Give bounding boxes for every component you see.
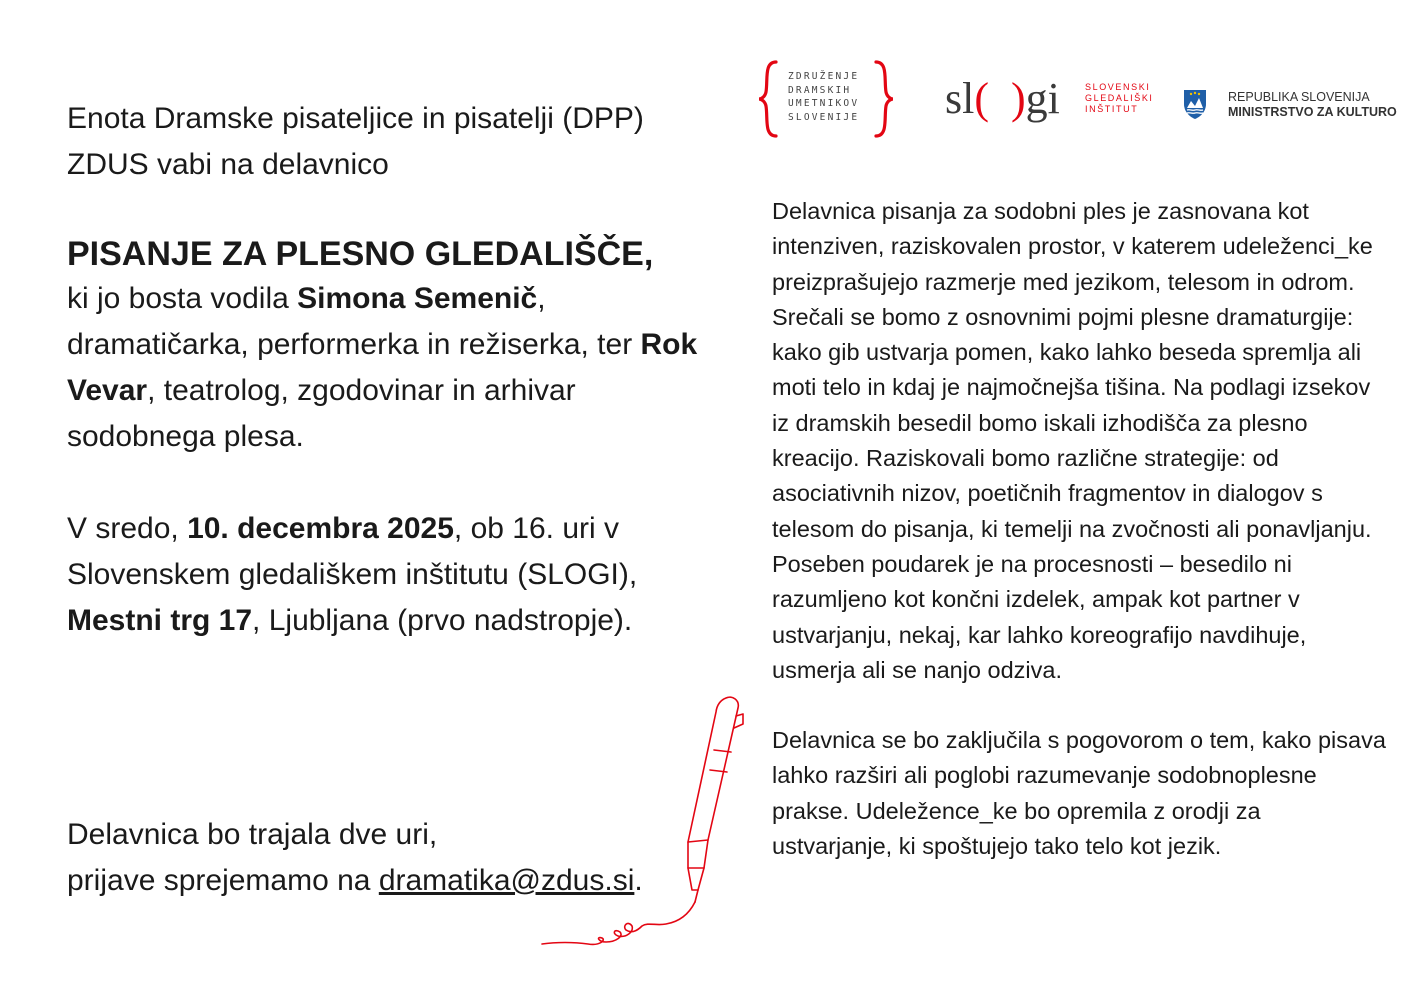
duration-text: Delavnica bo trajala dve uri,: [67, 818, 438, 851]
slogi-sub-line: INŠTITUT: [1085, 104, 1139, 114]
coat-of-arms-icon: [1182, 88, 1208, 120]
slogi-subtitle: [1085, 82, 1154, 115]
leaders-pre: ki jo bosta vodila: [67, 282, 298, 315]
republika-slovenija-logo: [1182, 88, 1397, 128]
event-date: 10. decembra 2025: [187, 512, 454, 545]
leaders-mid: , dramatičarka, performerka in režiserka, ter: [67, 282, 641, 361]
leaders-text: [67, 276, 707, 460]
zdus-line: ZDRUŽENJE: [788, 71, 860, 82]
pen-line-drawing-icon: [538, 690, 758, 952]
date-post: , Ljubljana (prvo nadstropje).: [252, 604, 633, 637]
left-column: [67, 96, 707, 644]
leader-name-2: Rok Vevar: [67, 328, 698, 407]
ministry-line2: MINISTRSTVO ZA KULTURO: [1228, 105, 1397, 119]
zdus-wordmark: [788, 70, 859, 124]
ministry-line1: REPUBLIKA SLOVENIJA: [1228, 90, 1370, 104]
venue-address: Mestni trg 17: [67, 604, 253, 637]
registration-post: .: [634, 864, 643, 897]
slogi-part: sl: [945, 74, 975, 123]
description-paragraph-1: Delavnica pisanja za sodobni ples je zasnovana kot intenziven, raziskovalen prostor, v katerem udeleženci_ke preizprašujejo razmerje med jezikom, telesom in odrom. Srečali se bomo z osnovnimi pojmi plesne dramaturgije: kako gib ustvarja pomen, kako lahko beseda spremlja ali moti telo in kdaj je najmočnejša tišina. Na podlagi izsekov iz dramskih besedil bomo iskali izhodišča za plesno kreacijo. Raziskovali bomo različne strategije: od asociativnih nizov, poetičnih fragmentov in dialogov s telesom do pisanja, ki temelji na zvočnosti ali ponavljanju. Poseben poudarek je na procesnosti – besedilo ni razumljeno kot končni izdelek, ampak kot partner v ustvarjanju, nekaj, kar lahko koreografijo navdihuje, usmerja ali se nanjo odziva.: [772, 198, 1373, 683]
slogi-sub-line: SLOVENSKI: [1085, 82, 1151, 92]
date-mid: , ob 16. uri v Slovenskem gledališkem inštitutu (SLOGI),: [67, 512, 638, 591]
registration-pre: prijave sprejemamo na: [67, 864, 379, 897]
date-venue-text: [67, 506, 707, 644]
email-link[interactable]: dramatika@zdus.si: [378, 864, 635, 897]
zdus-line: DRAMSKIH: [788, 84, 852, 96]
date-pre: V sredo,: [67, 512, 188, 545]
workshop-title: PISANJE ZA PLESNO GLEDALIŠČE,: [67, 235, 654, 273]
ministry-wordmark: [1228, 90, 1397, 120]
left-brace-icon: [758, 60, 780, 138]
slogi-sub-line: GLEDALIŠKI: [1085, 93, 1154, 103]
slogi-wordmark: [945, 72, 1060, 126]
slogi-part: gi: [1025, 74, 1060, 123]
description-paragraph-2: Delavnica se bo zaključila s pogovorom o tem, kako pisava lahko razširi ali poglobi razumevanje sodobnoplesne prakse. Udeležence_ke bo opremila z orodji za ustvarjanje, ki spoštujejo tako telo kot jezik.: [772, 727, 1386, 860]
zdus-line: UMETNIKOV: [788, 98, 860, 109]
leaders-post: , teatrolog, zgodovinar in arhivar sodobnega plesa.: [67, 374, 576, 453]
zdus-logo: [758, 60, 894, 138]
leader-name-1: Simona Semenič: [297, 282, 538, 315]
intro-text: Enota Dramske pisateljice in pisatelji (DPP) ZDUS vabi na delavnico: [67, 102, 644, 181]
slogi-paren: ): [1011, 74, 1026, 123]
slogi-logo: [945, 72, 1155, 132]
right-column: [772, 194, 1387, 864]
zdus-line: SLOVENIJE: [788, 111, 860, 123]
right-brace-icon: [872, 60, 894, 138]
slogi-paren: (: [974, 74, 990, 123]
